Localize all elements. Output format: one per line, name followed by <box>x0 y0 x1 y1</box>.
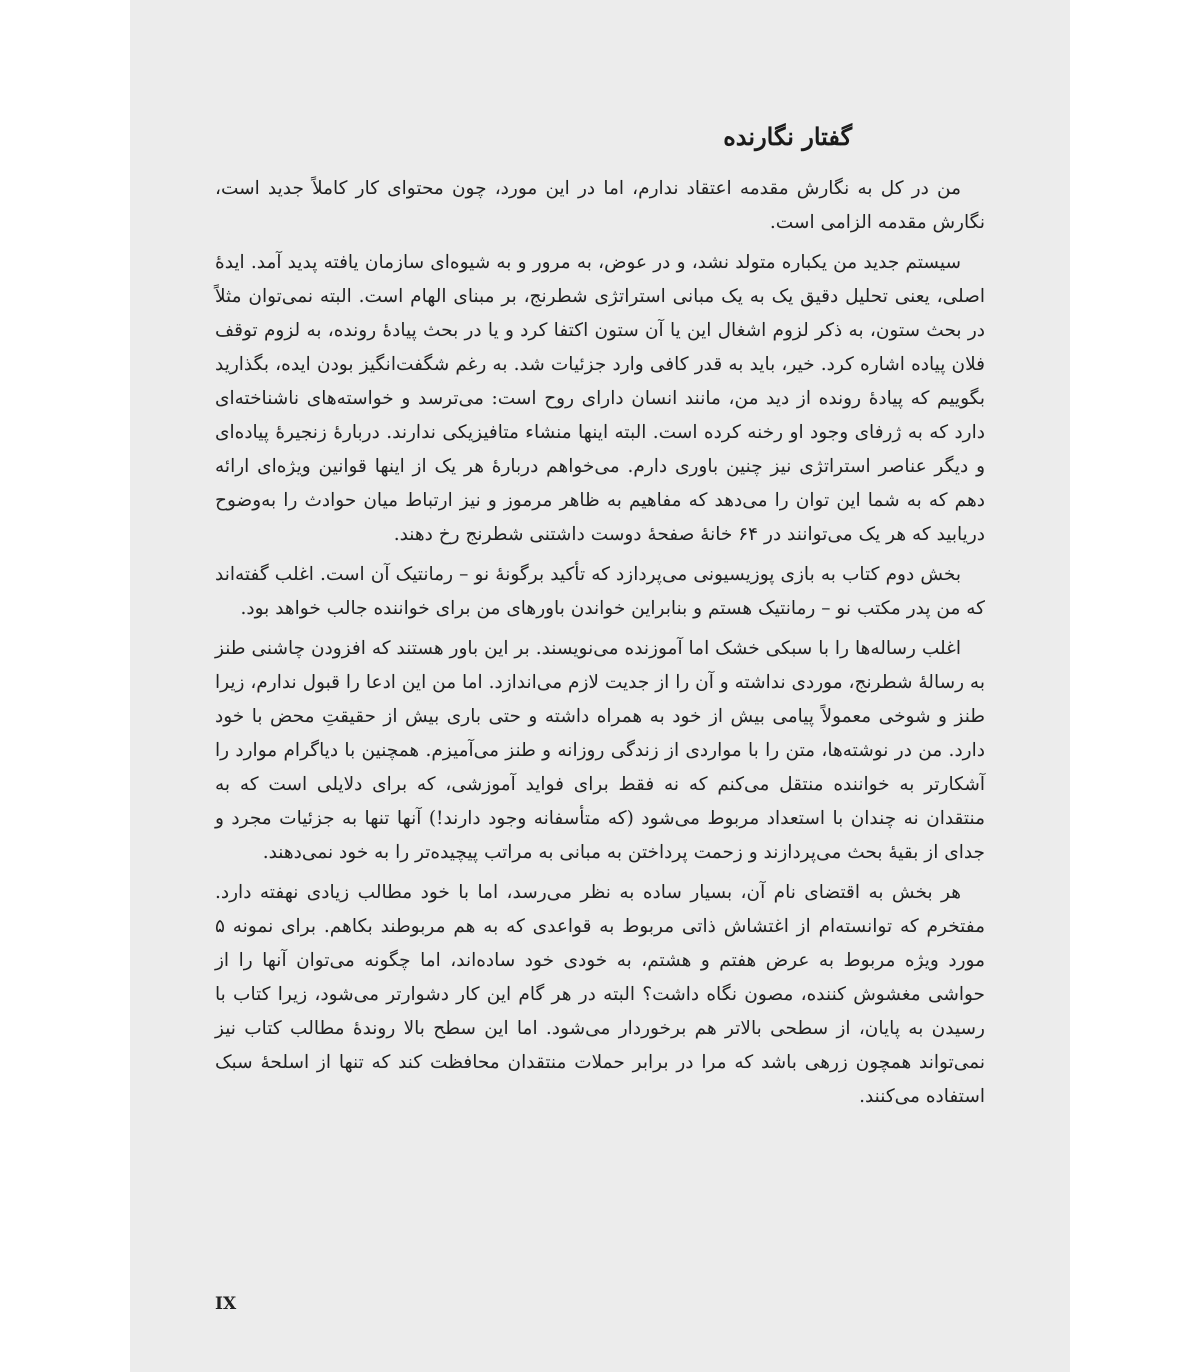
paragraph-1: من در کل به نگارش مقدمه اعتقاد ندارم، اما در این مورد، چون محتوای کار کاملاً جدید است، نگارش مقدمه الزامی است. <box>215 178 985 233</box>
page-title: گفتار نگارنده <box>723 122 852 151</box>
paragraph-5: هر بخش به اقتضای نام آن، بسیار ساده به نظر می‌رسد، اما با خود مطالب زیادی نهفته دارد. مفتخرم که توانسته‌ام از اغتشاش ذاتی مربوط به قواعدی که به هم مربوطند بکاهم. برای نمونه ۵ مورد ویژه مربوط به عرض هفتم و هشتم، به خودی خود ساده‌اند، اما چگونه می‌توان آنها را از حواشی مغشوش کننده، مصون نگاه داشت؟ البته در هر گام این کار دشوارتر می‌شود، زیرا کتاب با رسیدن به پایان، از سطحی بالاتر هم برخوردار می‌شود. اما این سطح بالا روندهٔ مطالب کتاب نیز نمی‌تواند همچون زرهی باشد که مرا در برابر حملات منتقدان محافظت کند که تنها از اسلحهٔ سبک استفاده می‌کنند. <box>215 882 985 1107</box>
body-text <box>215 172 985 1120</box>
paragraph-2: سیستم جدید من یکباره متولد نشد، و در عوض، به مرور و به شیوه‌ای سازمان یافته پدید آمد. ایدهٔ اصلی، یعنی تحلیل دقیق یک به یک مبانی استراتژی شطرنج، بر مبنای الهام است. البته نمی‌توان مثلاً در بحث ستون، به ذکر لزوم اشغال این یا آن ستون اکتفا کرد و یا در بحث پیادهٔ رونده، به لزوم توقف فلان پیاده اشاره کرد. خیر، باید به قدر کافی وارد جزئیات شد. به رغم شگفت‌انگیز بودن ایده، بگذارید بگوییم که پیادهٔ رونده از دید من، مانند انسان دارای روح است: می‌ترسد و خواسته‌های ناشناخته‌ای دارد که به ژرفای وجود او رخنه کرده است. البته اینها منشاء متافیزیکی ندارند. دربارهٔ زنجیرهٔ پیاده‌ای و دیگر عناصر استراتژی نیز چنین باوری دارم. می‌خواهم دربارهٔ هر یک از اینها قوانین ویژه‌ای ارائه دهم که به شما این توان را می‌دهد که مفاهیم به ظاهر مرموز و نیز ارتباط میان حوادث را به‌وضوح دریابید که هر یک می‌توانند در ۶۴ خانهٔ صفحهٔ دوست داشتنی شطرنج رخ دهند. <box>215 252 985 545</box>
book-page <box>130 0 1070 1372</box>
paragraph-4: اغلب رساله‌ها را با سبکی خشک اما آموزنده می‌نویسند. بر این باور هستند که افزودن چاشنی طنز به رسالهٔ شطرنج، موردی نداشته و آن را از جدیت لازم می‌اندازد. اما من این ادعا را قبول ندارم، زیرا طنز و شوخی معمولاً پیامی بیش از خود به همراه داشته و حتی باری بیش از حقیقتِ محض با خود دارد. من در نوشته‌ها، متن را با مواردی از زندگی روزانه و طنز می‌آمیزم. همچنین با دیاگرام موارد را آشکارتر به خواننده منتقل می‌کنم که نه فقط برای فواید آموزشی، که برای دلایلی است که به منتقدان نه چندان با استعداد مربوط می‌شود (که متأسفانه وجود دارند!) آنها تنها به جزئیات مجرد و جدای از بقیهٔ بحث می‌پردازند و زحمت پرداختن به مبانی به مراتب پیچیده‌تر را به خود نمی‌دهند. <box>215 638 985 863</box>
paragraph-3: بخش دوم کتاب به بازی پوزیسیونی می‌پردازد که تأکید برگونهٔ نو – رمانتیک آن است. اغلب گفته‌اند که من پدر مکتب نو – رمانتیک هستم و بنابراین خواندن باورهای من برای خواننده جالب خواهد بود. <box>215 564 985 619</box>
page-number: IX <box>215 1294 237 1314</box>
